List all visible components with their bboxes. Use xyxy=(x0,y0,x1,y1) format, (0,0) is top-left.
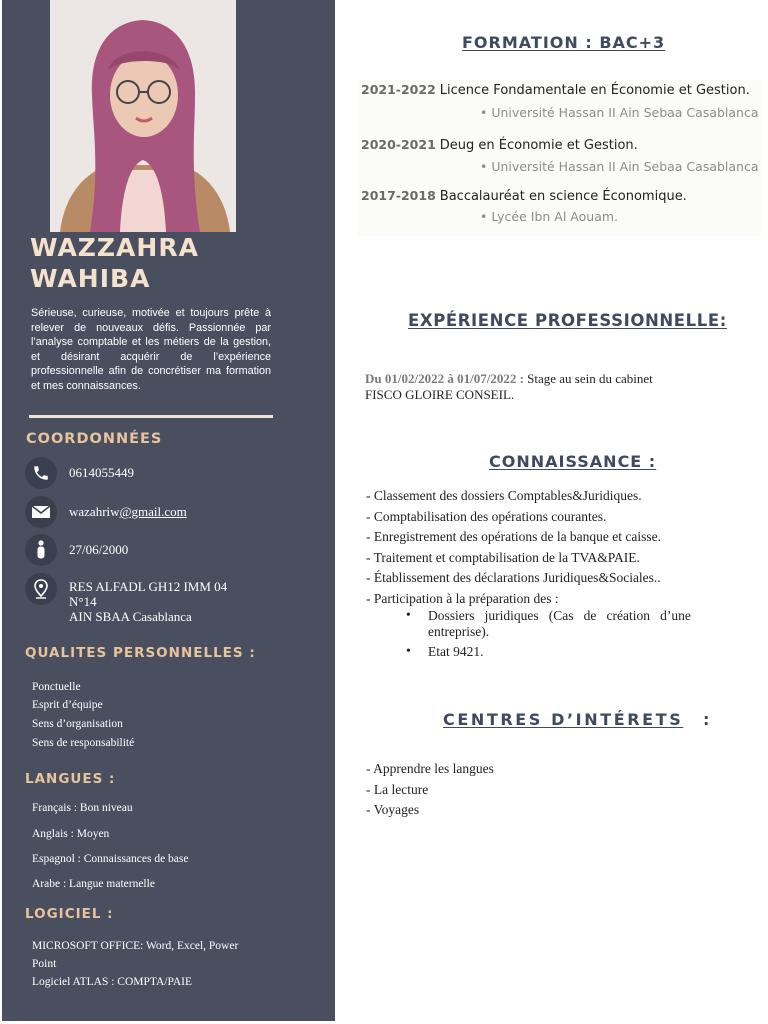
formation-years: 2021-2022 xyxy=(361,82,436,97)
bullet-dot: • xyxy=(406,607,411,622)
phone-number: 0614055449 xyxy=(69,465,134,480)
formation-school: • Université Hassan II Ain Sebaa Casablanca xyxy=(480,105,759,120)
logiciel-line-3: Logiciel ATLAS : COMPTA/PAIE xyxy=(32,976,192,988)
langues-title: LANGUES : xyxy=(25,771,116,787)
email-user: wazahriw xyxy=(69,504,120,519)
interet-item: - La lecture xyxy=(366,781,429,797)
experience-title: EXPÉRIENCE PROFESSIONNELLE: xyxy=(408,311,727,330)
formation-entry xyxy=(361,136,638,154)
experience-period: Du 01/02/2022 à 01/07/2022 : xyxy=(365,371,524,386)
qualite-item: Ponctuelle xyxy=(32,681,81,693)
connaissance-sub-item xyxy=(428,608,742,640)
langue-item: Espagnol : Connaissances de base xyxy=(32,853,189,865)
sub-item-line-1: Dossiers juridiques (Cas de création d’une xyxy=(428,608,691,623)
qualites-title: QUALITES PERSONNELLES : xyxy=(25,645,256,661)
formation-title: FORMATION : BAC+3 xyxy=(462,33,666,52)
experience-entry xyxy=(365,371,745,403)
interet-item: - Voyages xyxy=(366,802,420,817)
interets-colon: : xyxy=(703,710,710,729)
langue-item: Arabe : Langue maternelle xyxy=(32,878,155,890)
formation-degree: Baccalauréat en science Économique. xyxy=(439,189,687,204)
connaissance-sub-item: Etat 9421. xyxy=(428,644,484,659)
divider xyxy=(29,415,273,418)
bullet-dot: • xyxy=(406,643,411,658)
interets-list xyxy=(366,759,494,821)
connaissance-item: - Établissement des déclarations Juridiques&Sociales.. xyxy=(366,570,661,585)
formation-years: 2020-2021 xyxy=(361,137,436,152)
formation-years: 2017-2018 xyxy=(361,188,436,203)
address-line-3: AIN SBAA Casablanca xyxy=(69,609,192,624)
location-icon xyxy=(25,573,57,605)
connaissance-item: - Comptabilisation des opérations courantes. xyxy=(366,508,607,524)
address xyxy=(69,579,227,624)
formation-school: • Lycée Ibn Al Aouam. xyxy=(480,209,619,224)
profile-photo xyxy=(50,0,236,232)
connaissance-list xyxy=(366,486,746,609)
experience-line-1: Stage au sein du cabinet xyxy=(523,371,653,386)
birth-date: 27/06/2000 xyxy=(69,542,129,557)
langue-item: Français : Bon niveau xyxy=(32,802,133,814)
experience-line-2: FISCO GLOIRE CONSEIL. xyxy=(365,387,515,402)
interet-item: - Apprendre les langues xyxy=(366,761,494,776)
logiciel-line-1: MICROSOFT OFFICE: Word, Excel, Power xyxy=(32,940,239,952)
email-address[interactable] xyxy=(69,504,187,520)
email-domain: @gmail.com xyxy=(119,504,187,519)
sidebar xyxy=(2,0,335,1021)
formation-entry xyxy=(361,81,750,99)
langue-item: Anglais : Moyen xyxy=(32,828,110,840)
first-name: WAZZAHRA xyxy=(30,233,199,262)
email-icon xyxy=(25,496,57,528)
logiciel-text xyxy=(32,937,238,991)
logiciel-title: LOGICIEL : xyxy=(25,906,114,922)
last-name: WAHIBA xyxy=(30,264,151,293)
connaissance-item: - Participation à la préparation des : xyxy=(366,590,559,606)
person-icon xyxy=(25,534,57,566)
logiciel-line-2: Point xyxy=(32,958,57,970)
address-line-1: RES ALFADL GH12 IMM 04 xyxy=(69,579,228,594)
bio-text: Sérieuse, curieuse, motivée et toujours prête à relever de nouveaux défis. Passionnée par l’analyse comptable et les métiers de la gestion, et désirant acquérir de l’expérience professionnelle afin de concrétiser ma formation et mes connaissances. xyxy=(31,307,271,392)
connaissance-item: - Traitement et comptabilisation de la TVA&PAIE. xyxy=(366,549,640,565)
phone-icon xyxy=(25,457,57,489)
coordonnees-title: COORDONNÉES xyxy=(26,431,163,447)
connaissance-title: CONNAISSANCE : xyxy=(489,452,657,471)
sub-item-line-2: entreprise). xyxy=(428,624,490,639)
qualite-item: Sens d’organisation xyxy=(32,718,123,730)
qualite-item: Esprit d’équipe xyxy=(32,699,103,711)
connaissance-item: - Enregistrement des opérations de la banque et caisse. xyxy=(366,529,662,544)
address-line-2: N°14 xyxy=(69,594,97,609)
formation-entry xyxy=(361,187,687,205)
interets-title: CENTRES D’INTÉRETS xyxy=(443,710,684,729)
qualite-item: Sens de responsabilité xyxy=(32,737,135,749)
connaissance-item: - Classement des dossiers Comptables&Juridiques. xyxy=(366,488,642,503)
formation-degree: Deug en Économie et Gestion. xyxy=(439,138,638,153)
formation-school: • Université Hassan II Ain Sebaa Casablanca xyxy=(480,159,759,174)
formation-degree: Licence Fondamentale en Économie et Gestion. xyxy=(439,83,750,98)
